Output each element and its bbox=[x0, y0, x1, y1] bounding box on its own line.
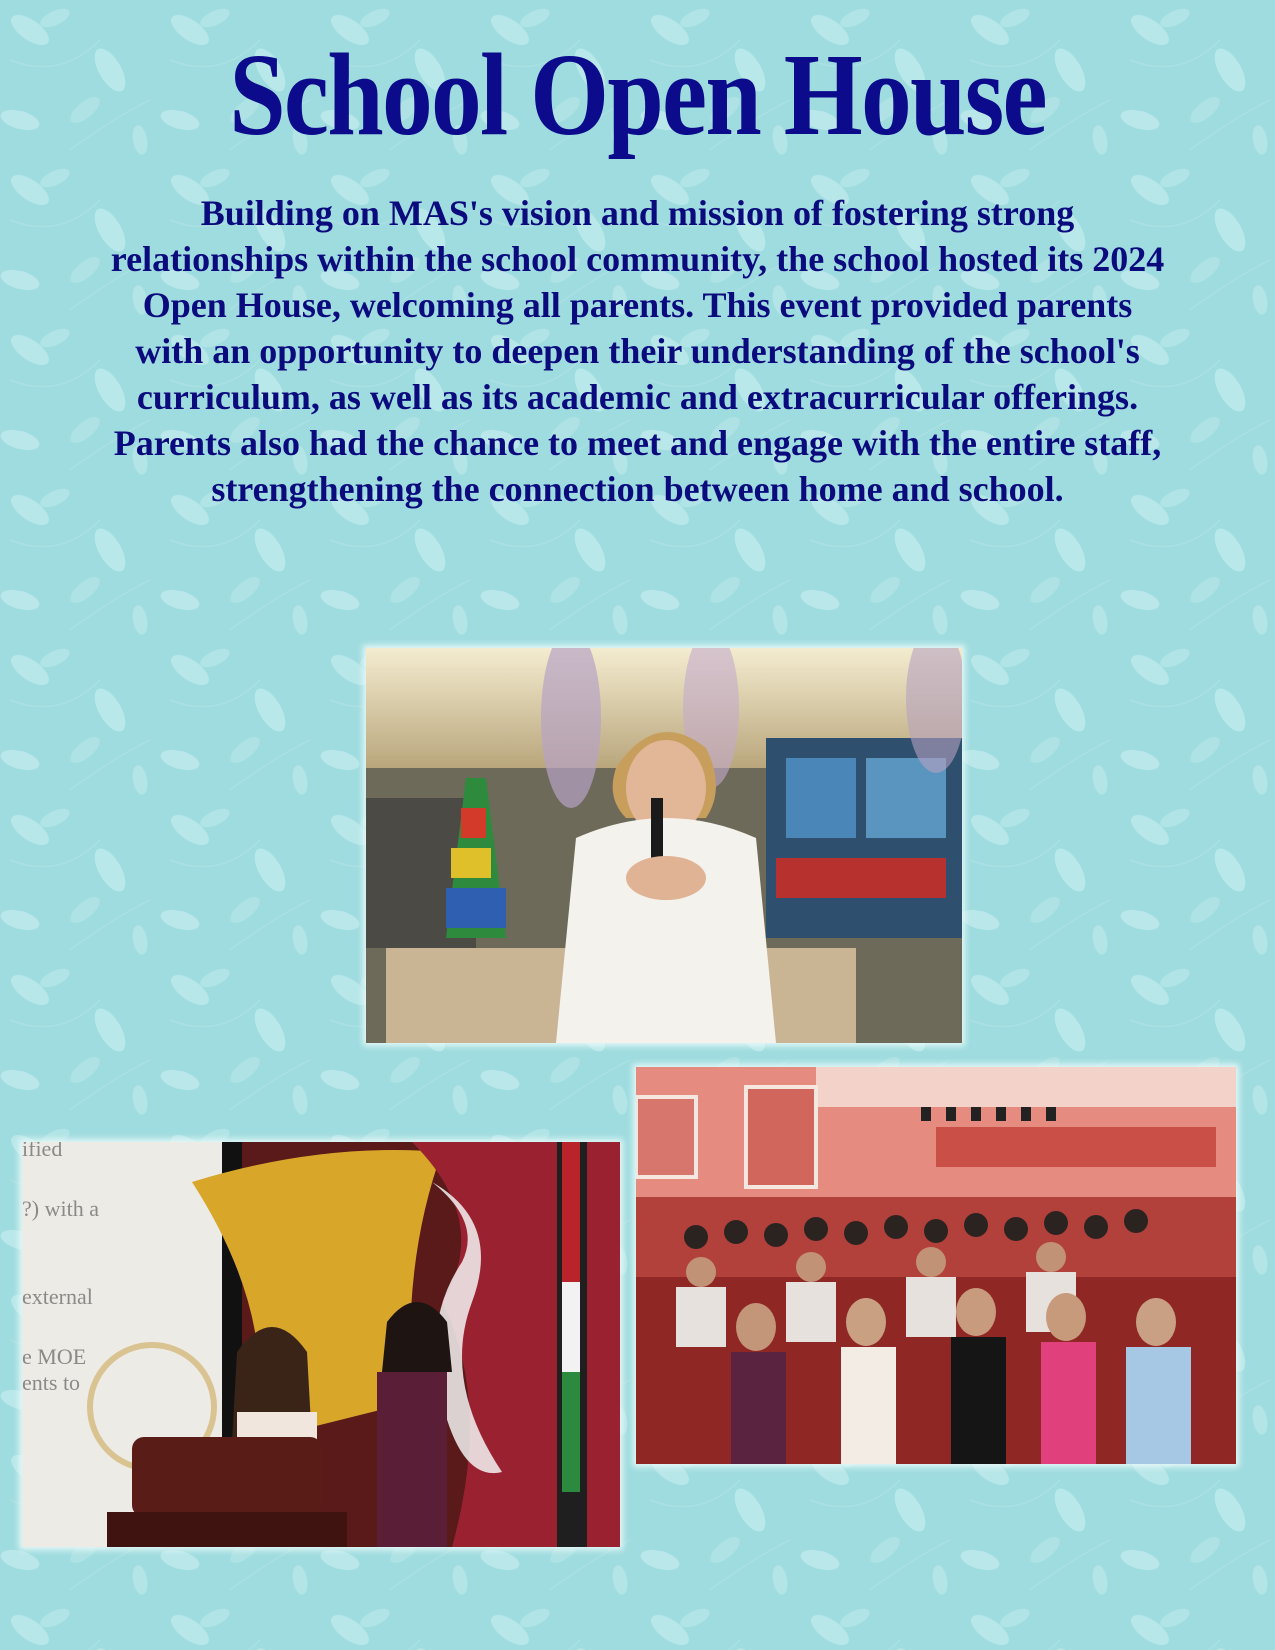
podium-photo bbox=[22, 1142, 620, 1547]
speaker-photo bbox=[366, 648, 962, 1043]
auditorium-photo bbox=[636, 1067, 1236, 1464]
page-title: School Open House bbox=[229, 29, 1046, 160]
slide-text-line: ified bbox=[22, 1142, 63, 1161]
slide-text-line: ents to bbox=[22, 1370, 81, 1395]
slide-text-line: external bbox=[22, 1284, 93, 1309]
slide-text-line: ?) with a bbox=[22, 1196, 99, 1221]
slide-text-line: e MOE bbox=[22, 1344, 87, 1369]
event-description: Building on MAS's vision and mission of fostering strong relationships within the school community, the school hosted its 2024 Open House, welcoming all parents. This event provided parents with an opportunity to deepen their understanding of the school's curriculum, as well as its academic and extracurricular offerings. Parents also had the chance to meet and engage with the entire staff, strengthening the connection between home and school. bbox=[110, 193, 1165, 509]
